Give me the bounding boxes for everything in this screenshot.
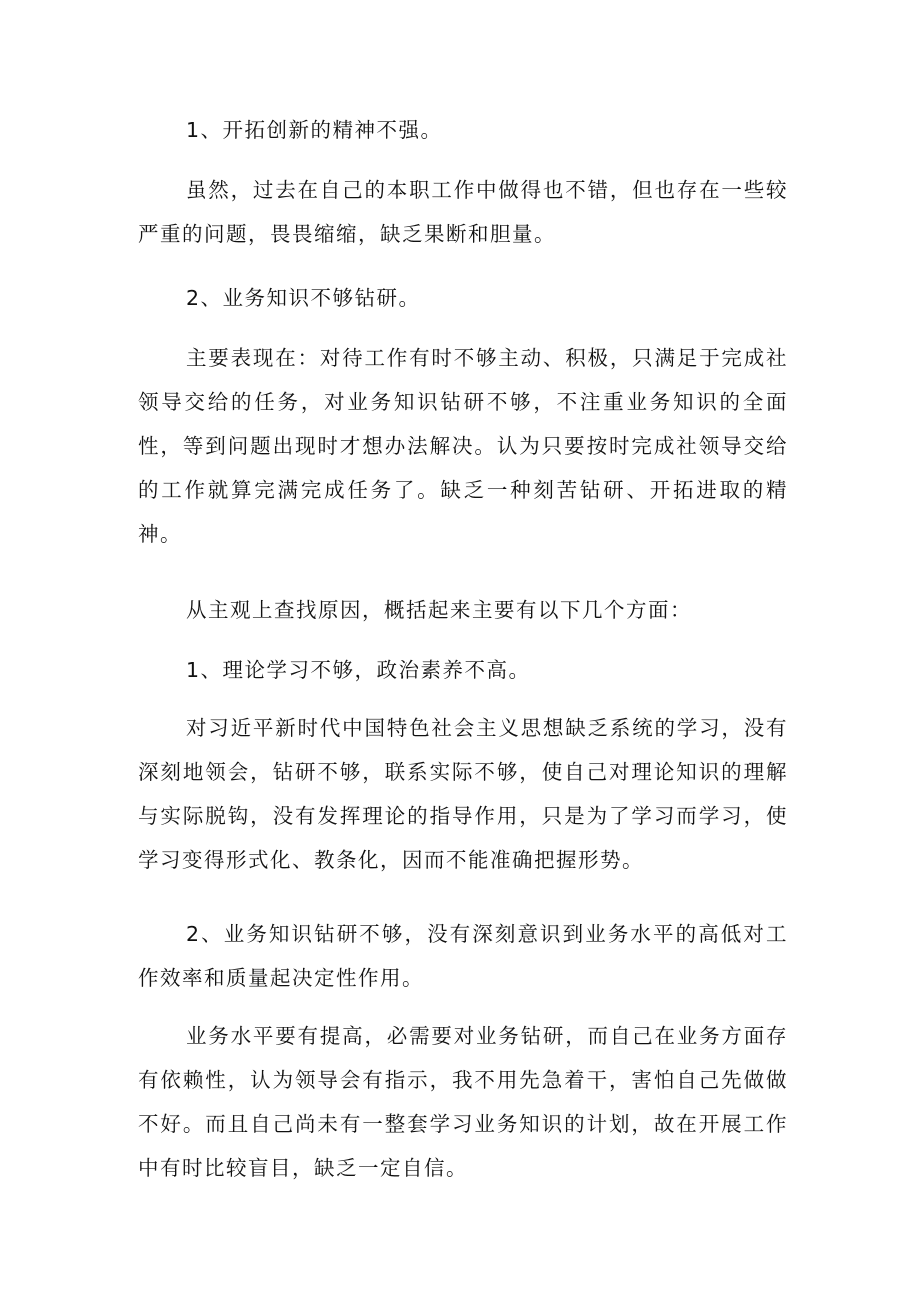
heading-business-knowledge: 2、业务知识不够钻研。 [186,286,421,310]
paragraph-business-study-detail: 业务水平要有提高，必需要对业务钻研，而自己在业务方面存有依赖性，认为领导会有指示，我不用先急着干，害怕自己先做做不好。而且自己尚未有一整套学习业务知识的计划，故在开展工作中有时比较盲目，缺乏一定自信。 [138,1024,788,1180]
heading-innovation-spirit: 1、开拓创新的精神不强。 [186,118,443,142]
paragraph-innovation-detail: 虽然，过去在自己的本职工作中做得也不错，但也存在一些较严重的问题，畏畏缩缩，缺乏果断和胆量。 [138,178,788,246]
heading-business-study: 2、业务知识钻研不够，没有深刻意识到业务水平的高低对工作效率和质量起决定性作用。 [138,922,788,990]
heading-theory-study: 1、理论学习不够，政治素养不高。 [186,658,531,682]
paragraph-business-knowledge-detail: 主要表现在：对待工作有时不够主动、积极，只满足于完成社领导交给的任务，对业务知识钻研不够，不注重业务知识的全面性，等到问题出现时才想办法解决。认为只要按时完成社领导交给的工作就算完满完成任务了。缺乏一种刻苦钻研、开拓进取的精神。 [138,346,788,546]
paragraph-subjective-causes: 从主观上查找原因，概括起来主要有以下几个方面： [186,598,692,622]
paragraph-theory-study-detail: 对习近平新时代中国特色社会主义思想缺乏系统的学习，没有深刻地领会，钻研不够，联系实际不够，使自己对理论知识的理解与实际脱钩，没有发挥理论的指导作用，只是为了学习而学习，使学习变得形式化、教条化，因而不能准确把握形势。 [138,716,788,872]
